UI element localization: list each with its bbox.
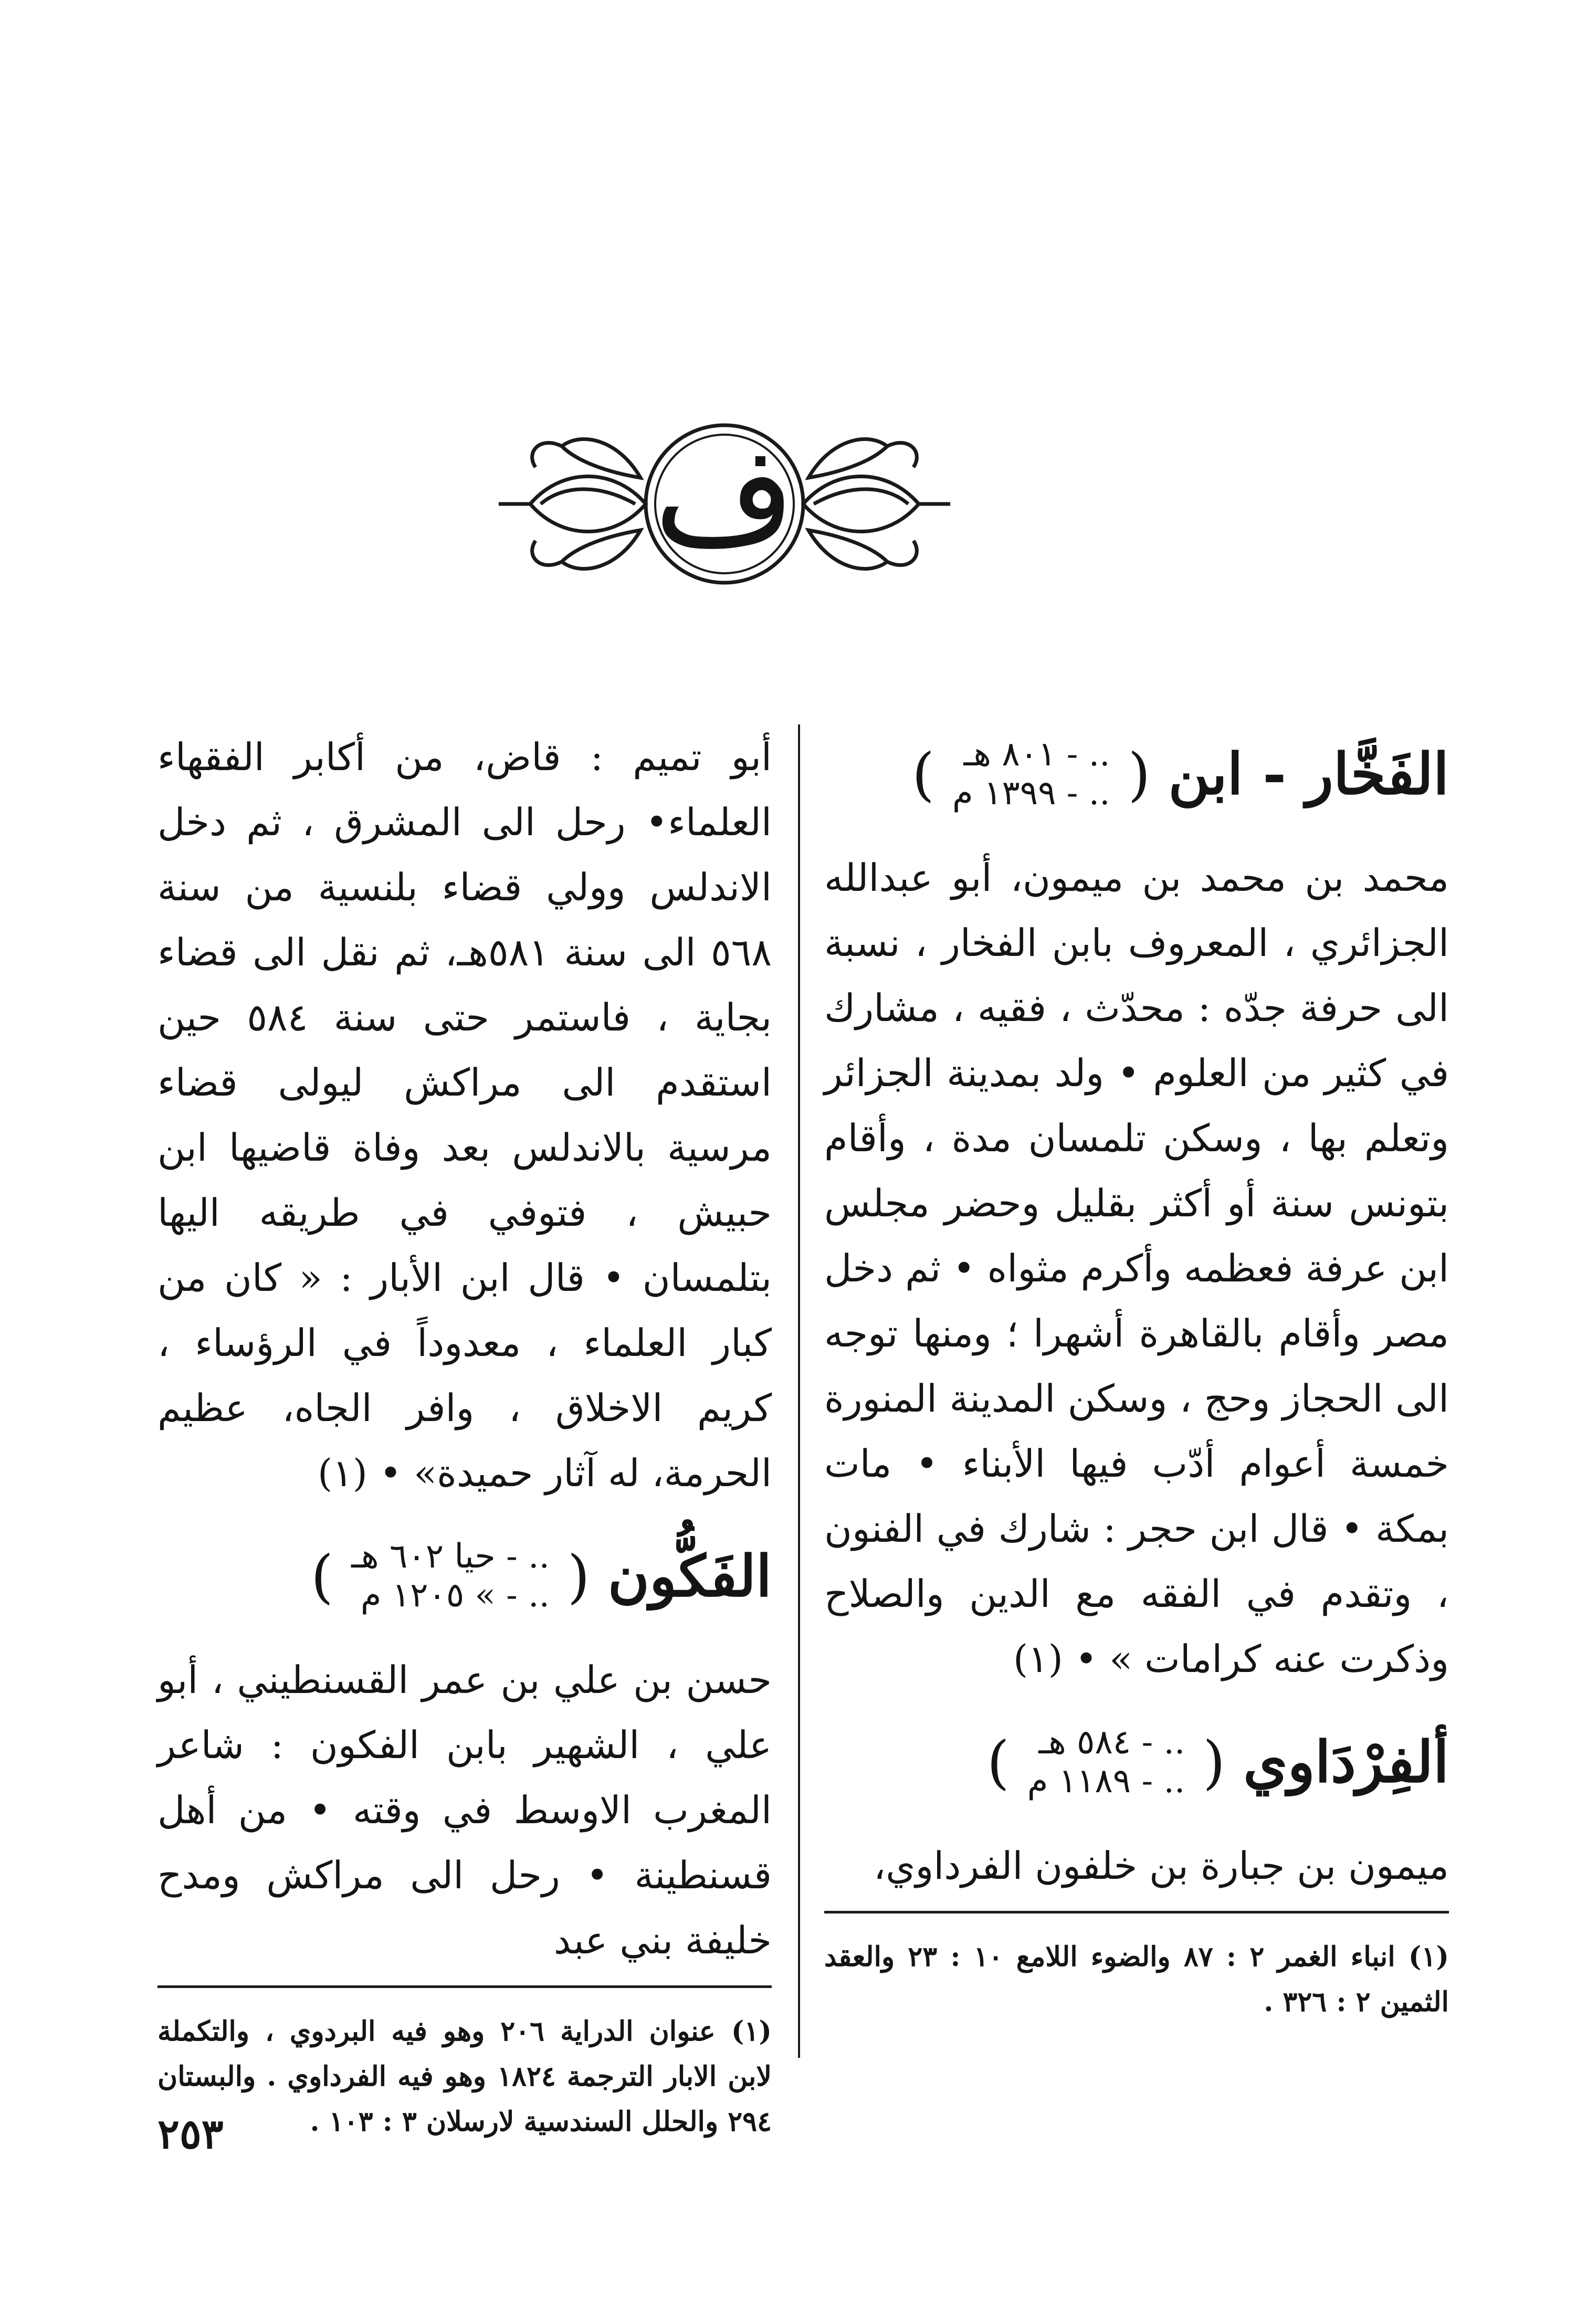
entry-title: الفَخَّار - ابن xyxy=(1168,741,1449,807)
column-divider xyxy=(798,724,800,2058)
footnote: (١) عنوان الدراية ٢٠٦ وهو فيه البردوي ، والتكملة لابن الابار الترجمة ١٨٢٤ وهو فيه الفرداوي . والبستان ٢٩٤ والحلل السندسية لارسلان ٣ : ١٠٣ . xyxy=(157,2015,772,2138)
entry-body xyxy=(824,1833,1449,1898)
chapter-ornament xyxy=(488,388,961,619)
entry-body xyxy=(157,1647,772,1973)
date-gregorian: .. - ١١٨٩ م xyxy=(1027,1762,1185,1801)
entry-body-continuation xyxy=(157,724,772,1506)
paren-open: ( xyxy=(1203,1729,1226,1796)
entry-heading-firdawi xyxy=(824,1712,1449,1812)
entry-dates xyxy=(1027,1723,1185,1801)
entry-heading-fakhkhar xyxy=(824,724,1449,824)
paren-open: ( xyxy=(567,1543,590,1610)
footnotes xyxy=(824,1934,1449,2025)
entry-paragraph: ميمون بن جبارة بن خلفون الفرداوي، xyxy=(873,1844,1449,1888)
entry-dates xyxy=(351,1538,550,1615)
entry-paragraph: أبو تميم : قاض، من أكابر الفقهاء العلماء• رحل الى المشرق ، ثم دخل الاندلس وولي قضاء بلنسية من سنة ٥٦٨ الى سنة ٥٨١هـ، ثم نقل الى قضاء بجاية ، فاستمر حتى سنة ٥٨٤ حين استقدم الى مراكش ليولى قضاء مرسية بالاندلس بعد وفاة قاضيها ابن حبيش ، فتوفي في طريقه اليها بتلمسان • قال ابن الأبار : « كان من كبار العلماء ، معدوداً في الرؤساء ، كريم الاخلاق ، وافر الجاه، عظيم الحرمة، له آثار حميدة» • (١) xyxy=(157,735,772,1495)
left-column xyxy=(157,724,772,2144)
paren-open: ( xyxy=(1128,741,1151,808)
paren-close: ) xyxy=(912,741,934,808)
footnote-rule xyxy=(824,1911,1449,1913)
entry-dates xyxy=(952,735,1110,813)
footnote-rule xyxy=(157,1985,772,1988)
date-hijri: .. - ٨٠١ هـ xyxy=(963,735,1110,774)
date-hijri: .. - ٥٨٤ هـ xyxy=(1038,1723,1185,1762)
footnotes xyxy=(157,2009,772,2144)
entry-paragraph: حسن بن علي بن عمر القسنطيني ، أبو علي ، الشهير بابن الفكون : شاعر المغرب الاوسط في وقته • من أهل قسنطينة • رحل الى مراكش ومدح خليفة بني عبد xyxy=(157,1658,772,1962)
date-hijri: .. - حيا ٦٠٢ هـ xyxy=(351,1537,550,1576)
entry-title: ألفِرْدَاوي xyxy=(1243,1729,1449,1795)
entry-title: الفَكُّون xyxy=(607,1543,772,1610)
date-gregorian: .. - ١٣٩٩ م xyxy=(952,774,1110,813)
entry-heading-fakkun xyxy=(157,1527,772,1626)
paren-close: ) xyxy=(311,1543,334,1610)
footnote: (١) انباء الغمر ٢ : ٨٧ والضوء اللامع ١٠ : ٢٣ والعقد الثمين ٢ : ٣٢٦ . xyxy=(824,1941,1449,2018)
page-number: ٢٥٣ xyxy=(157,2110,224,2158)
chapter-letter: ف xyxy=(654,417,795,575)
date-gregorian: .. - » ١٢٠٥ م xyxy=(360,1576,550,1615)
entry-body xyxy=(824,845,1449,1691)
paren-close: ) xyxy=(986,1729,1010,1796)
entry-paragraph: محمد بن محمد بن ميمون، أبو عبدالله الجزائري ، المعروف بابن الفخار ، نسبة الى حرفة جدّه : محدّث ، فقيه ، مشارك في كثير من العلوم • ولد بمدينة الجزائر وتعلم بها ، وسكن تلمسان مدة ، وأقام بتونس سنة أو أكثر بقليل وحضر مجلس ابن عرفة فعظمه وأكرم مثواه • ثم دخل مصر وأقام بالقاهرة أشهرا ؛ ومنها توجه الى الحجاز وحج ، وسكن المدينة المنورة خمسة أعوام أدّب فيها الأبناء • مات بمكة • قال ابن حجر : شارك في الفنون ، وتقدم في الفقه مع الدين والصلاح وذكرت عنه كرامات » • (١) xyxy=(824,856,1449,1681)
right-column xyxy=(824,724,1449,2025)
